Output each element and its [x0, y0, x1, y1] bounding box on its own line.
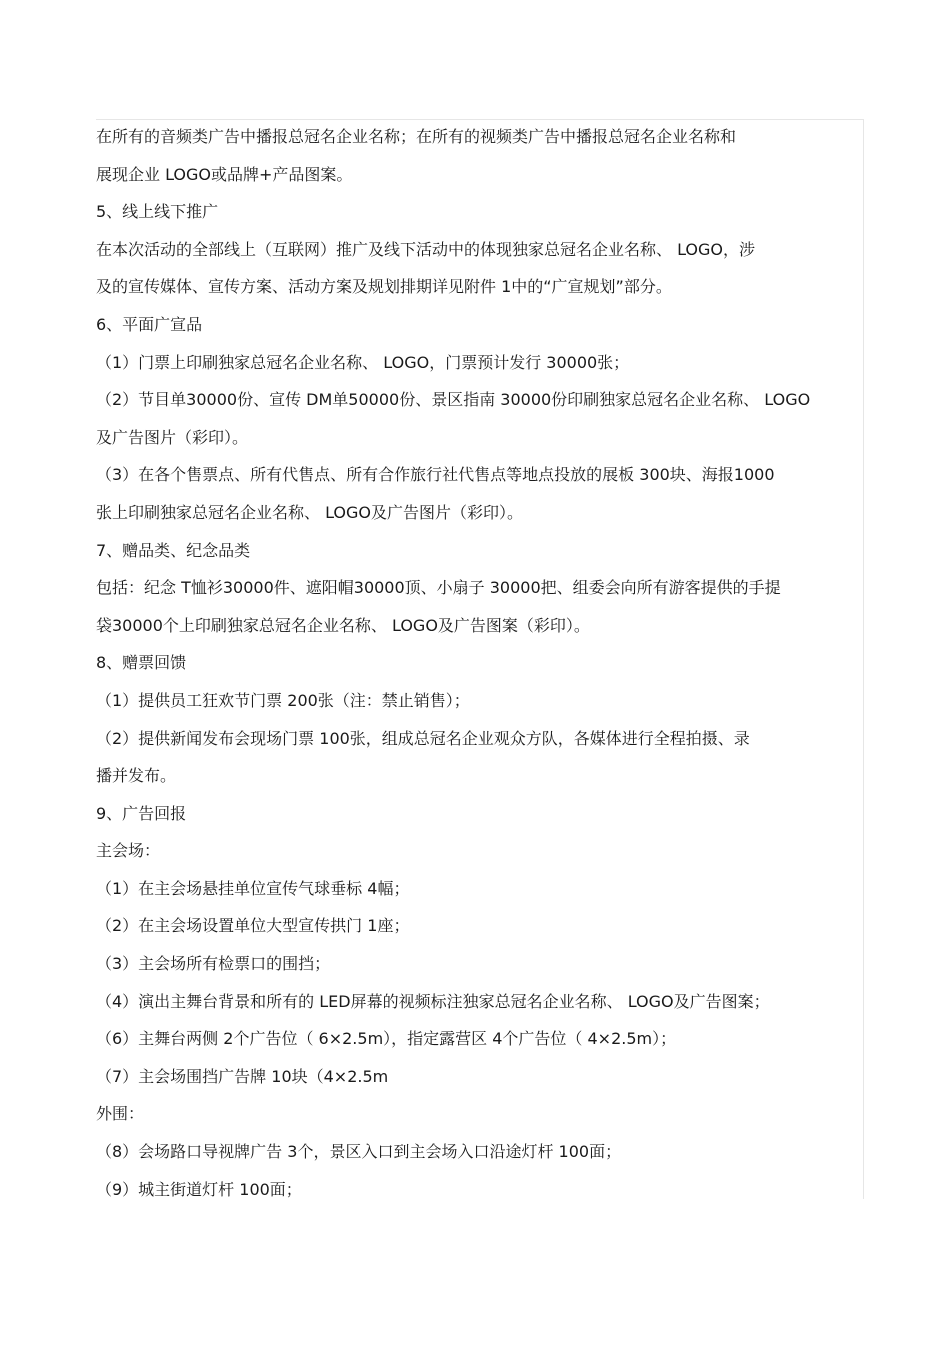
- list-item: （1）提供员工狂欢节门票 200张（注：禁止销售）；: [96, 690, 470, 710]
- list-item: （2）在主会场设置单位大型宣传拱门 1座；: [96, 916, 410, 936]
- list-item: （3）在各个售票点、所有代售点、所有合作旅行社代售点等地点投放的展板 300块、海报1000: [96, 465, 775, 485]
- section-heading-online-offline: 5、线上线下推广: [96, 202, 219, 222]
- section-heading-ads: 9、广告回报: [96, 803, 187, 823]
- text-line: 播并发布。: [96, 766, 177, 786]
- text-line: 及广告图片（彩印）。: [96, 427, 249, 447]
- text-line: 张上印刷独家总冠名企业名称、 LOGO及广告图片（彩印）。: [96, 502, 524, 522]
- subheading-outer: 外围：: [96, 1104, 145, 1124]
- text-line: 展现企业 LOGO或品牌+产品图案。: [96, 164, 353, 184]
- list-item: （2）提供新闻发布会现场门票 100张，组成总冠名企业观众方队，各媒体进行全程拍摄、录: [96, 728, 750, 748]
- list-item: （3）主会场所有检票口的围挡；: [96, 954, 331, 974]
- text-line: 袋30000个上印刷独家总冠名企业名称、 LOGO及广告图案（彩印）。: [96, 615, 590, 635]
- list-item: （6）主舞台两侧 2个广告位（ 6×2.5m），指定露营区 4个广告位（ 4×2.5m）；: [96, 1029, 677, 1049]
- section-heading-print: 6、平面广宣品: [96, 314, 203, 334]
- list-item: （1）门票上印刷独家总冠名企业名称、 LOGO，门票预计发行 30000张；: [96, 352, 630, 372]
- list-item: （7）主会场围挡广告牌 10块（4×2.5m: [96, 1066, 389, 1086]
- list-item: （1）在主会场悬挂单位宣传气球垂标 4幅；: [96, 878, 410, 898]
- section-heading-gifts: 7、赠品类、纪念品类: [96, 540, 251, 560]
- list-item: （9）城主街道灯杆 100面；: [96, 1179, 302, 1199]
- section-heading-tickets: 8、赠票回馈: [96, 653, 187, 673]
- subheading-main-venue: 主会场：: [96, 841, 161, 861]
- text-line: 在本次活动的全部线上（互联网）推广及线下活动中的体现独家总冠名企业名称、 LOGO，涉: [96, 239, 756, 259]
- list-item: （8）会场路口导视牌广告 3个，景区入口到主会场入口沿途灯杆 100面；: [96, 1142, 622, 1162]
- list-item: （2）节目单30000份、宣传 DM单50000份、景区指南 30000份印刷独家总冠名企业名称、 LOGO: [96, 390, 811, 410]
- text-line: 在所有的音频类广告中播报总冠名企业名称；在所有的视频类广告中播报总冠名企业名称和: [96, 127, 737, 146]
- text-line: 包括：纪念 T恤衫30000件、遮阳帽30000顶、小扇子 30000把、组委会向所有游客提供的手提: [96, 578, 781, 598]
- document-body: [96, 118, 886, 1208]
- text-line: 及的宣传媒体、宣传方案、活动方案及规划排期详见附件 1中的“广宣规划”部分。: [96, 277, 672, 297]
- list-item: （4）演出主舞台背景和所有的 LED屏幕的视频标注独家总冠名企业名称、 LOGO及广告图案；: [96, 991, 770, 1011]
